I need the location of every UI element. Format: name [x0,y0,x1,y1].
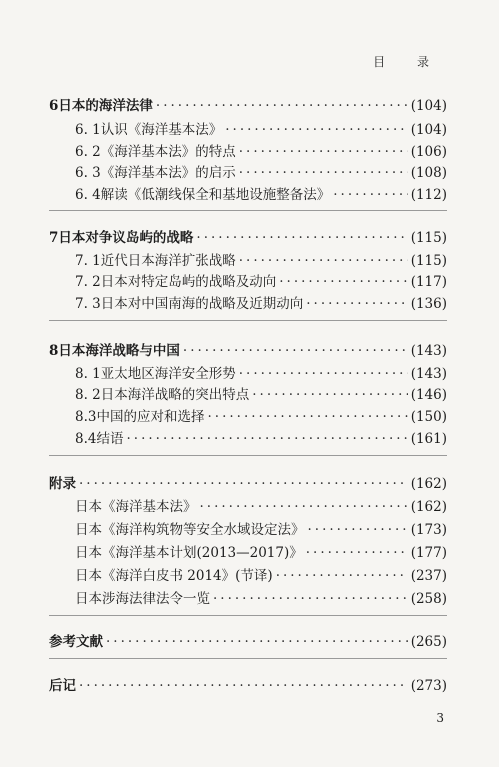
chapter-number: 7 [49,230,59,246]
page-ref: (106) [410,144,447,160]
section-divider [49,455,447,456]
running-head: 目 录 [373,55,443,69]
appendix-title: 附录 [49,476,76,492]
page-ref: (143) [410,343,447,359]
leader-dots [207,409,407,425]
toc-appendix[interactable] [49,472,447,492]
chapter-number: 8 [49,343,59,359]
toc-appendix-item[interactable] [75,564,447,584]
section-number: 6. 3 [75,165,101,181]
page-ref: (115) [410,253,447,269]
section-number: 6. 2 [75,144,101,160]
section-number: 7. 2 [75,274,101,290]
page-ref: (136) [410,296,447,312]
appendix-item-title: 日本《海洋基本法》 [75,499,197,515]
page-number: 3 [436,711,444,725]
page-ref: (104) [410,122,447,138]
toc-chapter-7[interactable] [49,226,447,246]
page-ref: (273) [410,678,447,694]
leader-dots [333,187,407,203]
page-ref: (117) [410,274,447,290]
leader-dots [126,431,407,447]
section-number: 7. 3 [75,296,101,312]
page-ref: (146) [410,387,447,403]
section-title: 日本对中国南海的战略及近期动向 [100,296,304,312]
section-number: 8.4 [75,431,97,447]
page-ref: (162) [410,476,447,492]
page-ref: (143) [410,366,447,382]
section-title: 认识《海洋基本法》 [100,122,223,138]
leader-dots [225,122,407,138]
leader-dots [239,366,408,382]
toc-section-6-3[interactable] [75,161,447,181]
page-ref: (115) [410,230,447,246]
leader-dots [183,343,408,359]
toc-afterword[interactable] [49,674,447,694]
section-title: 日本对特定岛屿的战略及动向 [100,274,277,290]
leader-dots [239,144,408,160]
section-title: 结语 [96,431,124,447]
appendix-item-title: 日本《海洋白皮书 2014》(节译) [75,568,273,584]
section-divider [49,658,447,659]
toc-section-8-2[interactable] [75,383,447,403]
section-divider [49,615,447,616]
toc-section-6-1[interactable] [75,118,447,138]
toc-appendix-item[interactable] [75,587,447,607]
toc-section-7-1[interactable] [75,249,447,269]
toc-section-6-4[interactable] [75,183,447,203]
section-divider [49,210,447,211]
section-title: 《海洋基本法》的启示 [100,165,236,181]
page-ref: (173) [410,522,447,538]
section-number: 6. 4 [75,187,101,203]
section-number: 6. 1 [75,122,101,138]
section-number: 8. 1 [75,366,101,382]
section-title: 近代日本海洋扩张战略 [100,253,236,269]
page-ref: (108) [410,165,447,181]
page-ref: (104) [410,98,447,114]
toc-section-7-3[interactable] [75,292,447,312]
section-number: 8. 2 [75,387,101,403]
page-ref: (150) [410,409,447,425]
page-ref: (237) [410,568,447,584]
section-number: 7. 1 [75,253,101,269]
leader-dots [276,568,408,584]
appendix-item-title: 日本《海洋构筑物等安全水域设定法》 [75,522,305,538]
section-divider [49,320,447,321]
toc-section-6-2[interactable] [75,140,447,160]
toc-section-7-2[interactable] [75,270,447,290]
leader-dots [252,387,407,403]
section-title: 日本海洋战略的突出特点 [100,387,250,403]
page-ref: (112) [410,187,447,203]
section-title: 中国的应对和选择 [96,409,205,425]
toc-chapter-6[interactable] [49,94,447,114]
toc-chapter-8[interactable] [49,339,447,359]
section-title: 亚太地区海洋安全形势 [100,366,236,382]
leader-dots [213,591,408,607]
leader-dots [239,253,408,269]
appendix-item-title: 日本涉海法律法令一览 [75,591,210,607]
leader-dots [306,545,408,561]
leader-dots [79,476,408,492]
leader-dots [156,98,408,114]
toc-section-8-1[interactable] [75,362,447,382]
leader-dots [279,274,407,290]
toc-references[interactable] [49,630,447,650]
chapter-title: 日本对争议岛屿的战略 [58,230,194,246]
leader-dots [196,230,407,246]
page-ref: (258) [410,591,447,607]
afterword-title: 后记 [49,678,76,694]
chapter-title: 日本的海洋法律 [58,98,153,114]
leader-dots [200,499,408,515]
chapter-number: 6 [49,98,59,114]
section-number: 8.3 [75,409,97,425]
toc-appendix-item[interactable] [75,541,447,561]
toc-appendix-item[interactable] [75,518,447,538]
leader-dots [106,634,408,650]
leader-dots [239,165,408,181]
leader-dots [308,522,408,538]
page-ref: (161) [410,431,447,447]
toc-section-8-3[interactable] [75,405,447,425]
section-title: 《海洋基本法》的特点 [100,144,236,160]
page-ref: (162) [410,499,447,515]
toc-section-8-4[interactable] [75,427,447,447]
references-title: 参考文献 [49,634,103,650]
page-ref: (265) [410,634,447,650]
leader-dots [306,296,407,312]
appendix-item-title: 日本《海洋基本计划(2013—2017)》 [75,545,303,561]
toc-appendix-item[interactable] [75,495,447,515]
chapter-title: 日本海洋战略与中国 [58,343,180,359]
page-ref: (177) [410,545,447,561]
section-title: 解读《低潮线保全和基地设施整备法》 [100,187,331,203]
leader-dots [79,678,408,694]
